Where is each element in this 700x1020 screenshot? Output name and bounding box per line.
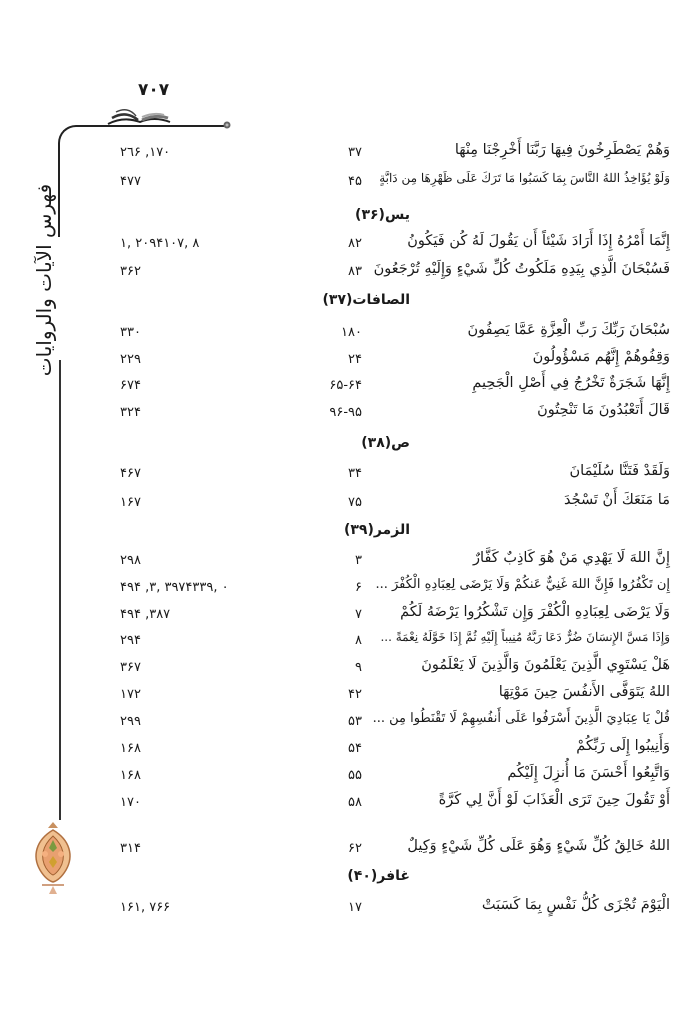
verse-text: وَهُمْ يَصْطَرِخُونَ فِيهَا رَبَّنَا أَخْرِجْنَا مِنْهَا (454, 142, 670, 158)
surah-heading (100, 435, 410, 459)
verse-text: سُبْحَانَ رَبِّكَ رَبِّ الْعِزَّةِ عَمَّا يَصِفُونَ (467, 322, 670, 338)
page-references: ٢٩٩ (120, 714, 141, 729)
index-entry-row (100, 765, 670, 791)
ayah-number: ٩ (355, 660, 362, 675)
index-entry-row (100, 657, 670, 683)
verse-text: وَقِفُوهُمْ إِنَّهُم مَسْؤُولُونَ (532, 349, 670, 365)
verse-text: إِنَّمَا أَمْرُهُ إِذَا أَرَادَ شَيْئاً أَن يَقُولَ لَهُ كُن فَيَكُونُ (407, 233, 670, 249)
page-references: ١۶٧ (120, 495, 141, 510)
verse-text: قَالَ أَتَعْبُدُونَ مَا تَنْحِتُونَ (537, 402, 670, 418)
ayah-number: ٩۶-٩۵ (329, 405, 362, 420)
page-references: ٣۶٧ (120, 660, 141, 675)
ayah-number: ۵۴ (348, 741, 362, 756)
index-entry-row (100, 375, 670, 401)
surah-title: الصافات(٣٧) (322, 292, 410, 308)
verse-text: اللهُ خَالِقُ كُلِّ شَيْءٍ وَهُوَ عَلَى كُلِّ شَيْءٍ وَكِيلٌ (407, 838, 670, 854)
index-entry-row (100, 142, 670, 168)
index-entry-row (100, 402, 670, 428)
index-entry-row (100, 577, 670, 603)
index-entry-row (100, 233, 670, 259)
ayah-number: ۵٣ (348, 714, 362, 729)
page-references: ١٧٢ (120, 687, 141, 702)
index-entry-row (100, 261, 670, 287)
verse-text: اللهُ يَتَوَفَّى الأَنفُسَ حِينَ مَوْتِهَا (498, 684, 670, 700)
page-references: ۴٩۴ ,٣٩٧ ,٣۴٠ ,٣٣٩ (120, 580, 229, 595)
surah-title: يس(٣۶) (355, 207, 410, 223)
index-entry-row (100, 550, 670, 576)
page-references: ٢٩۴ (120, 633, 141, 648)
ayah-number: ٢۴ (348, 352, 362, 367)
index-entry-row (100, 711, 670, 737)
page-references: ٣۶٢ (120, 264, 141, 279)
open-book-icon (104, 102, 174, 126)
verse-text: وَلَوْ يُؤَاخِذُ اللهُ النَّاسَ بِمَا كَسَبُوا مَا تَرَكَ عَلَى ظَهْرِهَا مِن دَابَّةٍ (379, 171, 670, 185)
star-ornament-icon (222, 120, 232, 130)
index-entry-row (100, 897, 670, 923)
page-references: ۴٧٧ (120, 174, 141, 189)
index-entry-row (100, 838, 670, 864)
verse-text: أَوْ تَقُولَ حِينَ تَرَى الْعَذَابَ لَوْ أَنَّ لِي كَرَّةً (438, 792, 670, 808)
side-divider-line (59, 360, 61, 820)
ayah-number: ١٨٠ (341, 325, 362, 340)
surah-heading (100, 868, 410, 892)
index-entry-row (100, 792, 670, 818)
page-references: ٢٦۶ ,١٧٠ (120, 145, 171, 160)
surah-title: الزمر(٣٩) (343, 522, 410, 538)
verse-text: فَسُبْحَانَ الَّذِي بِيَدِهِ مَلَكُوتُ كُلِّ شَيْءٍ وَإِلَيْهِ تُرْجَعُونَ (373, 261, 670, 277)
verse-text: وَلَقَدْ فَتَنَّا سُلَيْمَانَ (569, 463, 670, 479)
page-references: ١٧٠ (120, 795, 141, 810)
page-references: ١۶٨ (120, 768, 141, 783)
ayah-number: ۵۵ (348, 768, 362, 783)
surah-title: غافر(۴٠) (347, 868, 410, 884)
index-entry-row (100, 492, 670, 518)
ayah-number: ۶۵-۶۴ (329, 378, 362, 393)
ayah-number: ٨٣ (348, 264, 362, 279)
surah-heading (100, 292, 410, 316)
index-entry-row (100, 349, 670, 375)
ayah-number: ٣ (355, 553, 362, 568)
page-references: ٣٣٠ (120, 325, 141, 340)
index-entry-row (100, 463, 670, 489)
verse-text: وَإِذَا مَسَّ الإِنسَانَ ضُرٌّ دَعَا رَبَّهُ مُنِيباً إِلَيْهِ ثُمَّ إِذَا خَوَّلَهُ نِعْمَةً ... (380, 630, 670, 644)
verse-text: قُلْ يَا عِبَادِيَ الَّذِينَ أَسْرَفُوا عَلَى أَنفُسِهِمْ لَا تَقْنَطُوا مِن ... (372, 711, 670, 726)
page-references: ۶٧۴ (120, 378, 141, 393)
page-references: ٢٢٩ (120, 352, 141, 367)
verse-text: هَلْ يَسْتَوِي الَّذِينَ يَعْلَمُونَ وَالَّذِينَ لَا يَعْلَمُونَ (421, 657, 670, 673)
verse-text: إِنَّهَا شَجَرَةٌ تَخْرُجُ فِي أَصْلِ الْجَحِيمِ (472, 375, 670, 391)
ayah-number: ٨٢ (348, 236, 362, 251)
page-number: ٧٠٧ (138, 80, 170, 100)
ayah-number: ٨ (355, 633, 362, 648)
page-references: ۴٩۴ ,٣٨٧ (120, 607, 171, 622)
verse-text: وَاتَّبِعُوا أَحْسَنَ مَا أُنزِلَ إِلَيْكُم (507, 765, 670, 781)
ayah-number: ٧۵ (348, 495, 362, 510)
ayah-number: ٣۴ (348, 466, 362, 481)
side-title (24, 180, 64, 380)
surah-title: ص(٣٨) (361, 435, 410, 451)
ayah-number: ۶ (355, 580, 362, 595)
index-entry-row (100, 738, 670, 764)
page-references: ٢٠٩ ,١۴٨ ,١٠٧ (120, 236, 200, 251)
ayah-number: ۶٢ (348, 841, 362, 856)
page-references: ٢٩٨ (120, 553, 141, 568)
surah-heading (100, 522, 410, 546)
index-entry-row (100, 684, 670, 710)
page-references: ١۶٧ ,١۶۶ (120, 900, 171, 915)
verse-text: إِنَّ اللهَ لَا يَهْدِي مَنْ هُوَ كَاذِبٌ كَفَّارٌ (473, 550, 670, 566)
page-references: ٣١۴ (120, 841, 141, 856)
ayah-number: ۵٨ (348, 795, 362, 810)
verse-text: وَلَا يَرْضَى لِعِبَادِهِ الْكُفْرَ وَإِن تَشْكُرُوا يَرْضَهُ لَكُمْ (400, 604, 670, 620)
ayah-number: ۴٢ (348, 687, 362, 702)
ayah-number: ۴۵ (348, 174, 362, 189)
ayah-number: ٧ (355, 607, 362, 622)
page-references: ١۶٨ (120, 741, 141, 756)
verse-text: وَأَنِيبُوا إِلَى رَبِّكُمْ (576, 738, 670, 754)
index-entry-row (100, 630, 670, 656)
index-entry-row (100, 171, 670, 197)
index-entry-row (100, 322, 670, 348)
side-title-text: فهرس الآيات والروايات (32, 183, 56, 377)
arabesque-ornament-icon (28, 818, 78, 898)
ayah-number: ١٧ (348, 900, 362, 915)
verse-text: إِن تَكْفُرُوا فَإِنَّ اللهَ غَنِيٌّ عَنكُمْ وَلَا يَرْضَى لِعِبَادِهِ الْكُفْرَ ... (375, 577, 670, 592)
surah-heading (100, 207, 410, 231)
page-references: ۴۶٧ (120, 466, 141, 481)
page-references: ٣٢۴ (120, 405, 141, 420)
ayah-number: ٣٧ (348, 145, 362, 160)
verse-text: الْيَوْمَ تُجْزَى كُلُّ نَفْسٍ بِمَا كَسَبَتْ (481, 897, 670, 913)
index-entry-row (100, 604, 670, 630)
verse-text: مَا مَنَعَكَ أَنْ تَسْجُدَ (564, 492, 670, 508)
